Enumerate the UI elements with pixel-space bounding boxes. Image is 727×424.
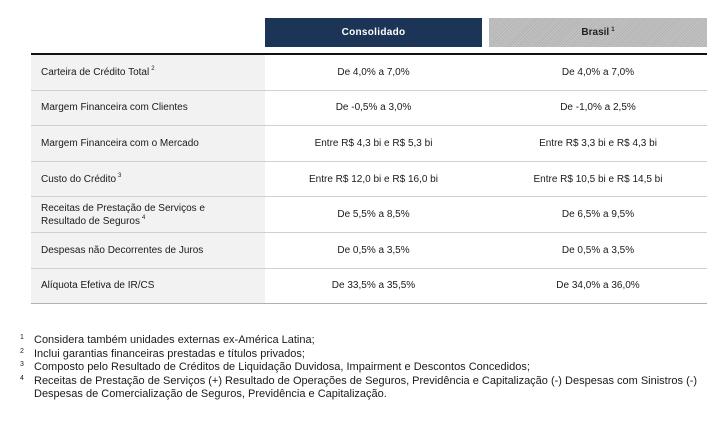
- row-label: Receitas de Prestação de Serviços e Resultado de Seguros $^4$: [31, 197, 265, 232]
- row-label: Despesas não Decorrentes de Juros: [31, 233, 265, 268]
- row-label: Carteira de Crédito Total $^2$: [31, 55, 265, 90]
- footnote-text: Inclui garantias financeiras prestadas e títulos privados;: [34, 347, 305, 360]
- cell-consolidado: De 33,5% a 35,5%: [331, 280, 416, 292]
- column-header-consolidado-label: Consolidado: [341, 27, 406, 38]
- cell-brasil: Entre R$ 10,5 bi e R$ 14,5 bi: [533, 173, 663, 185]
- cell-consolidado: De 4,0% a 7,0%: [337, 66, 410, 78]
- row-label: Margem Financeira com Clientes: [31, 91, 265, 126]
- cell-consolidado: De -0,5% a 3,0%: [335, 102, 412, 114]
- footnote-text: Receitas de Prestação de Serviços (+) Resultado de Operações de Seguros, Previdência e Capitalização (-) Despesas com Sinistros (-) Despesas de Comercialização de Seguros, Previdência e Capitalização.: [34, 374, 698, 400]
- table-row: [31, 91, 707, 127]
- footnote-number: 3: [20, 361, 24, 368]
- footnote: [20, 334, 710, 348]
- footnote-ref: 4: [141, 215, 146, 222]
- table-row: [31, 55, 707, 91]
- table-row: [31, 126, 707, 162]
- column-header-brasil-label: Brasil: [581, 27, 610, 38]
- cell-consolidado: Entre R$ 4,3 bi e R$ 5,3 bi: [314, 137, 433, 149]
- footnote-number: 4: [20, 374, 24, 382]
- footnote-number: 2: [20, 347, 24, 355]
- footnote: [20, 361, 710, 375]
- cell-brasil: De 0,5% a 3,5%: [561, 244, 635, 256]
- cell-brasil: Entre R$ 3,3 bi e R$ 4,3 bi: [539, 137, 657, 149]
- row-label: Alíquota Efetiva de IR/CS: [31, 269, 265, 304]
- footnote-ref: 3: [118, 173, 122, 180]
- cell-brasil: De 34,0% a 36,0%: [556, 280, 640, 292]
- column-header-brasil: [489, 18, 707, 47]
- table-row: [31, 162, 707, 198]
- footnote: [20, 348, 710, 362]
- footnote-number: 1: [20, 334, 24, 341]
- footnote-text: Considera também unidades externas ex-América Latina;: [34, 334, 315, 346]
- cell-consolidado: Entre R$ 12,0 bi e R$ 16,0 bi: [309, 173, 438, 185]
- footnote-ref: 2: [151, 66, 155, 73]
- table-row: [31, 233, 707, 269]
- cell-consolidado: De 5,5% a 8,5%: [337, 209, 410, 221]
- cell-brasil: De 6,5% a 9,5%: [561, 209, 635, 221]
- table-row: [31, 269, 707, 305]
- footnote: [20, 375, 710, 402]
- footnote-ref: 1: [611, 26, 615, 33]
- cell-brasil: De -1,0% a 2,5%: [560, 102, 636, 114]
- guidance-table: [31, 55, 707, 304]
- footnote-text: Composto pelo Resultado de Créditos de Liquidação Duvidosa, Impairment e Descontos Concedidos;: [34, 361, 530, 373]
- cell-consolidado: De 0,5% a 3,5%: [337, 244, 410, 256]
- row-label: Margem Financeira com o Mercado: [31, 126, 265, 161]
- footnotes: [20, 334, 710, 402]
- cell-brasil: De 4,0% a 7,0%: [561, 66, 635, 78]
- table-row: [31, 197, 707, 233]
- column-header-consolidado: [265, 18, 482, 47]
- row-label: Custo do Crédito $^3$: [31, 162, 265, 197]
